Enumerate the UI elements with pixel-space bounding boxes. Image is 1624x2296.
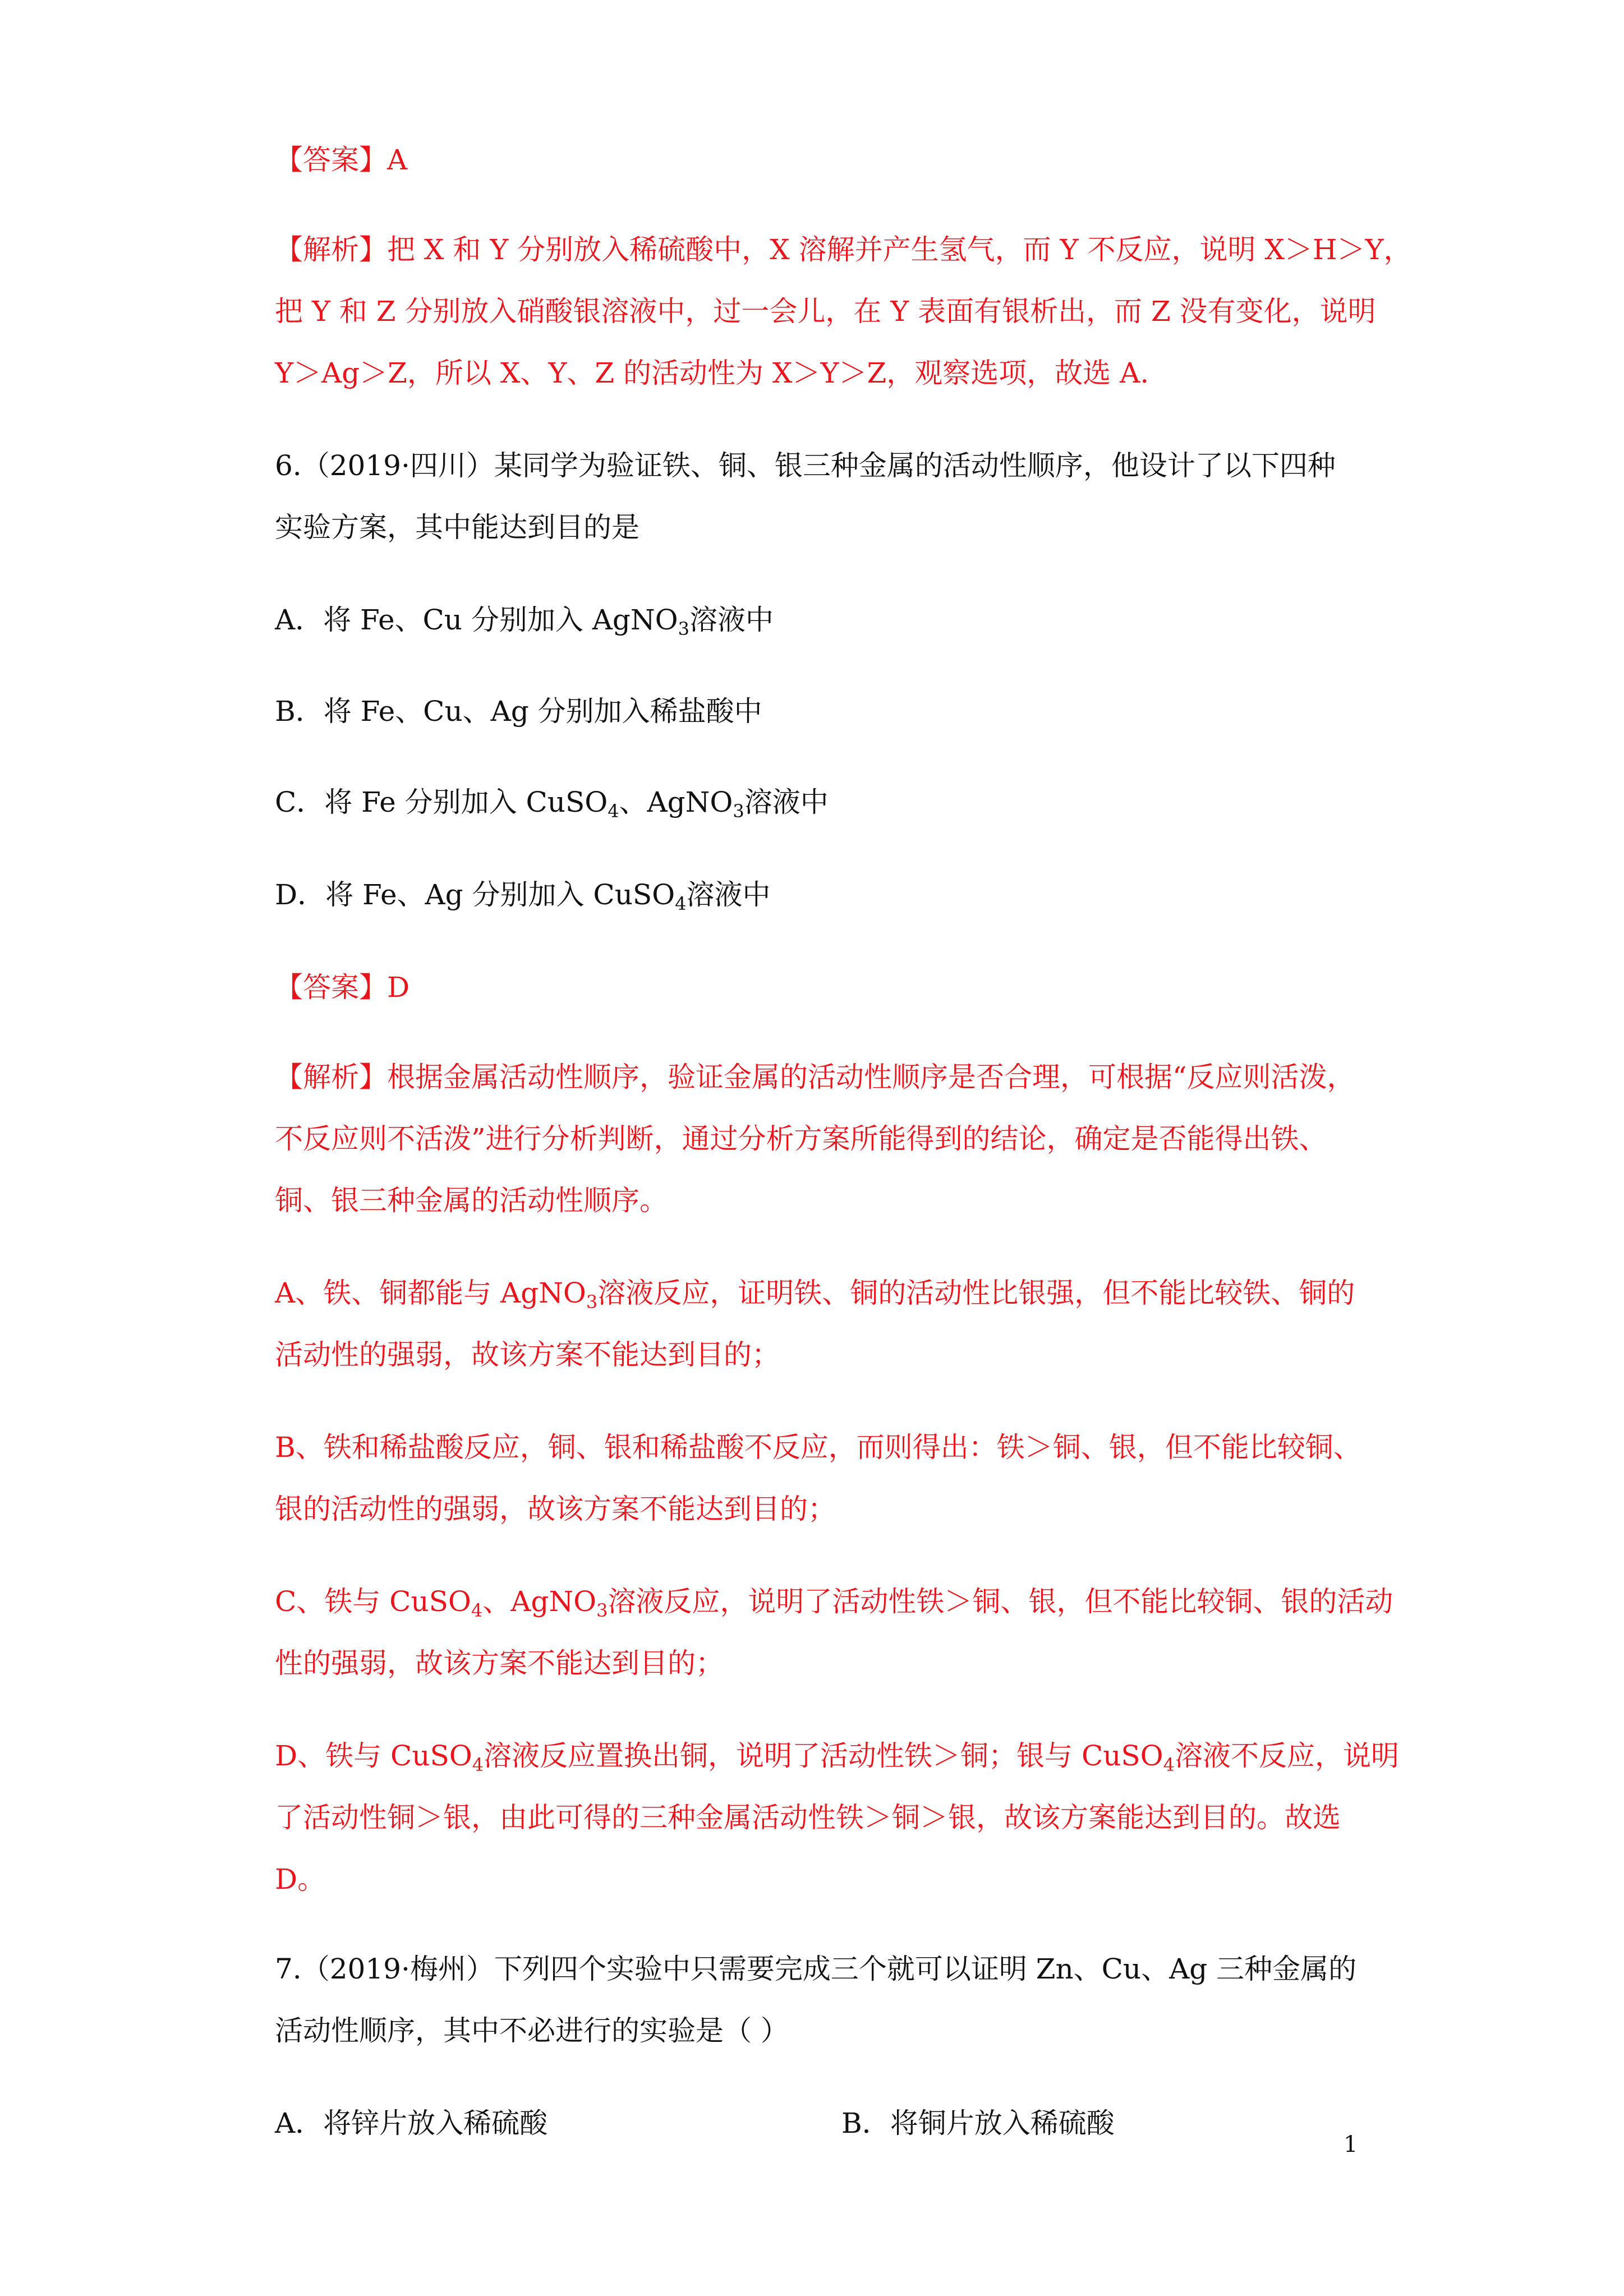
page-number: 1 — [1344, 2132, 1358, 2157]
option-7-a: A．将锌片放入稀硫酸 — [275, 2107, 548, 2139]
option-6-a: A．将 Fe、Cu 分别加入 AgNO$_3$溶液中 — [275, 604, 774, 639]
option-6-c: C．将 Fe 分别加入 CuSO$_4$、AgNO$_3$溶液中 — [275, 786, 829, 822]
question-6-line-2: 实验方案，其中能达到目的是 — [275, 511, 640, 544]
analysis-6-line-3: 铜、银三种金属的活动性顺序。 — [275, 1184, 668, 1217]
analysis-6-d-line-3: D。 — [275, 1863, 326, 1895]
answer-5: 【答案】A — [275, 144, 408, 176]
analysis-6-d-line-1: D、铁与 CuSO$_4$溶液反应置换出铜，说明了活动性铁＞铜；银与 CuSO$_4$溶液不反应，说明 — [275, 1740, 1400, 1775]
analysis-5-line-2: 把 Y 和 Z 分别放入硝酸银溶液中，过一会儿，在 Y 表面有银析出，而 Z 没有变化，说明 — [275, 295, 1376, 328]
analysis-6-b-line-1: B、铁和稀盐酸反应，铜、银和稀盐酸不反应，而则得出：铁＞铜、银，但不能比较铜、 — [275, 1431, 1361, 1464]
analysis-6-line-1: 【解析】根据金属活动性顺序，验证金属的活动性顺序是否合理，可根据“反应则活泼， — [275, 1061, 1355, 1093]
analysis-6-c-line-2: 性的强弱，故该方案不能达到目的； — [275, 1647, 724, 1680]
question-7-line-2: 活动性顺序，其中不必进行的实验是（ ） — [275, 2014, 789, 2047]
question-6-line-1: 6.（2019·四川）某同学为验证铁、铜、银三种金属的活动性顺序，他设计了以下四种 — [275, 449, 1336, 482]
option-7-b: B．将铜片放入稀硫酸 — [841, 2107, 1115, 2139]
question-7-line-1: 7.（2019·梅州）下列四个实验中只需要完成三个就可以证明 Zn、Cu、Ag 三种金属的 — [275, 1953, 1357, 1985]
analysis-6-a-line-1: A、铁、铜都能与 AgNO$_3$溶液反应，证明铁、铜的活动性比银强，但不能比较铁、铜的 — [275, 1277, 1355, 1313]
analysis-6-a-line-2: 活动性的强弱，故该方案不能达到目的； — [275, 1338, 780, 1371]
answer-6: 【答案】D — [275, 971, 410, 1004]
option-6-d: D．将 Fe、Ag 分别加入 CuSO$_4$溶液中 — [275, 878, 771, 914]
analysis-6-d-line-2: 了活动性铜＞银，由此可得的三种金属活动性铁＞铜＞银，故该方案能达到目的。故选 — [275, 1801, 1341, 1834]
analysis-6-line-2: 不反应则不活泼”进行分析判断，通过分析方案所能得到的结论，确定是否能得出铁、 — [275, 1122, 1327, 1155]
analysis-5-line-1: 【解析】把 X 和 Y 分别放入稀硫酸中，X 溶解并产生氢气，而 Y 不反应，说明 X＞H＞Y， — [275, 233, 1412, 266]
option-6-b: B．将 Fe、Cu、Ag 分别加入稀盐酸中 — [275, 695, 762, 728]
analysis-6-b-line-2: 银的活动性的强弱，故该方案不能达到目的； — [275, 1493, 836, 1525]
analysis-5-line-3: Y＞Ag＞Z，所以 X、Y、Z 的活动性为 X＞Y＞Z，观察选项，故选 A. — [275, 357, 1149, 389]
analysis-6-c-line-1: C、铁与 CuSO$_4$、AgNO$_3$溶液反应，说明了活动性铁＞铜、银，但不能比较铜、银的活动 — [275, 1585, 1393, 1621]
